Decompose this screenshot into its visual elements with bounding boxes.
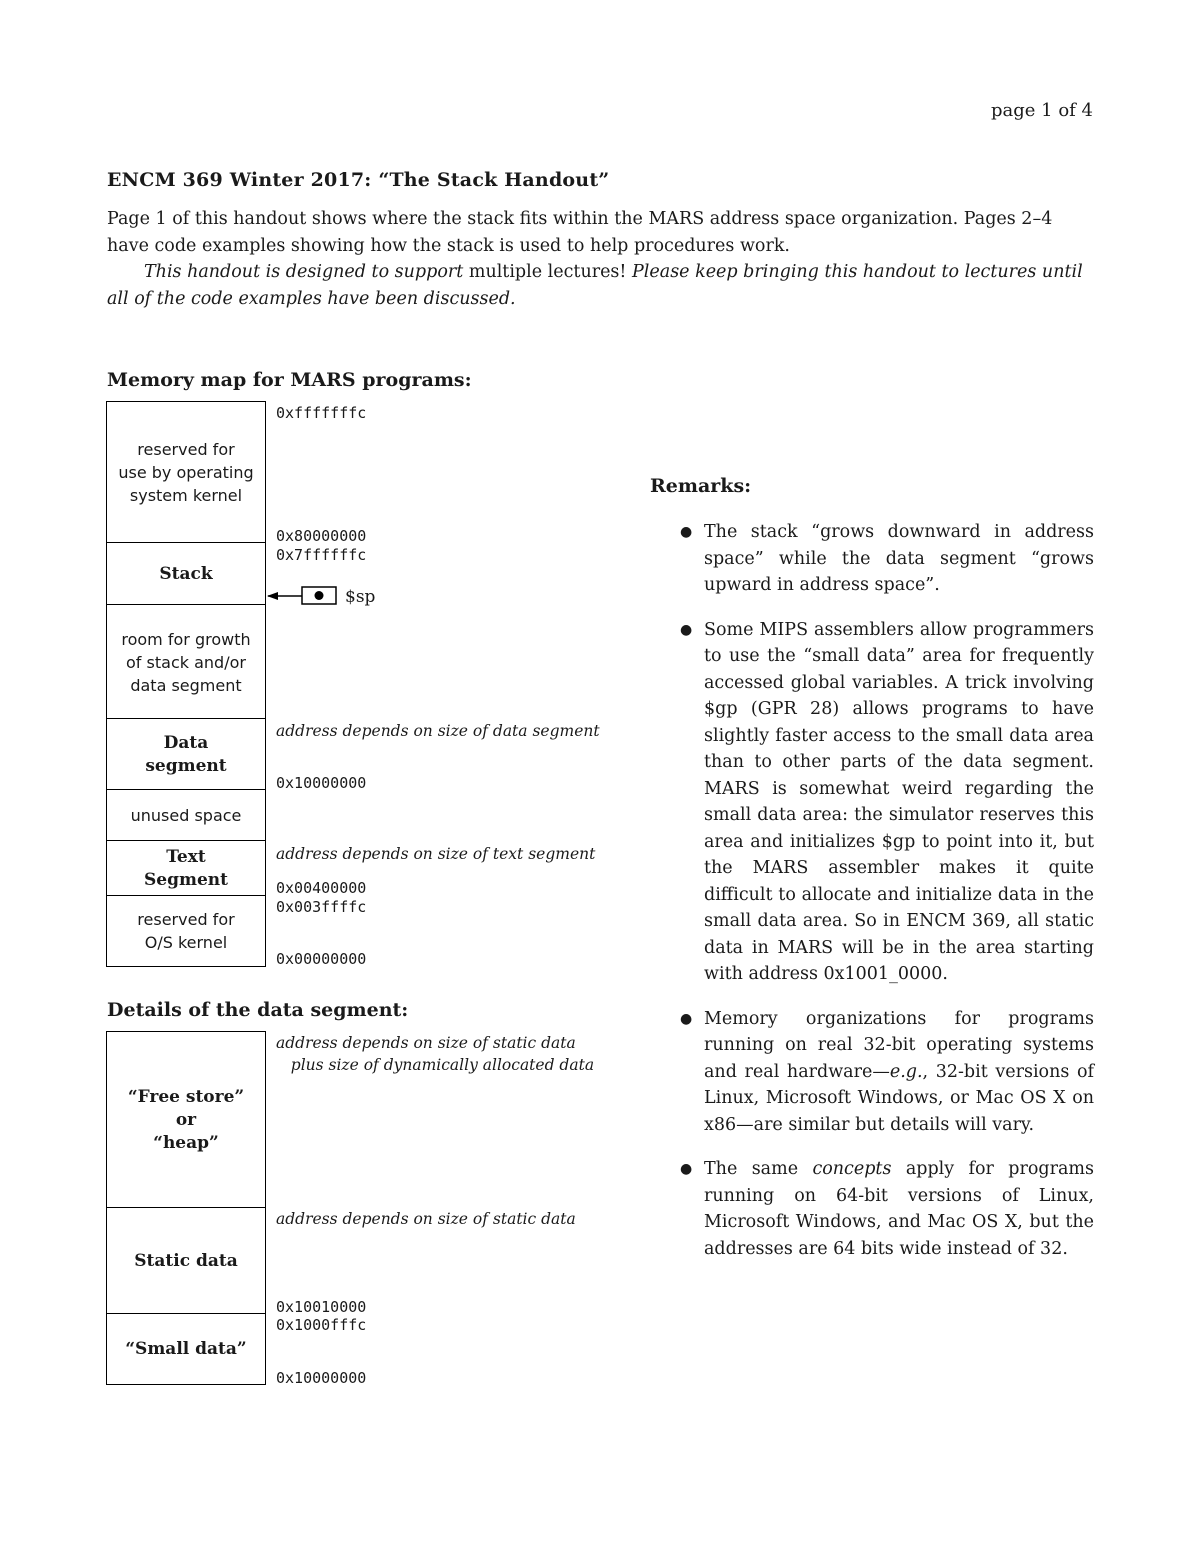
- intro-italic-c: Please keep bringing this handout to lectures until all of the code examples have been discussed.: [107, 262, 1083, 309]
- address-label: 0x00000000: [276, 950, 367, 968]
- bullet-icon: ●: [680, 1010, 693, 1027]
- address-note: address depends on size of static data: [276, 1210, 576, 1228]
- address-label: 0xfffffffc: [276, 404, 367, 422]
- address-note: address depends on size of data segment: [276, 722, 600, 740]
- address-label: 0x10000000: [276, 1369, 367, 1387]
- address-label: 0x10010000: [276, 1298, 367, 1316]
- list-item: ● Memory organizations for programs running on real 32-bit operating systems and real hardware—e.g., 32-bit versions of Linux, Microsoft Windows, or Mac OS X on x86—are similar but details will vary.: [680, 1006, 1094, 1139]
- address-label: 0x10000000: [276, 774, 367, 792]
- data-segment-heading: Details of the data segment:: [107, 999, 409, 1021]
- address-label: 0x7ffffffc: [276, 546, 367, 564]
- memory-map-heading: Memory map for MARS programs:: [107, 369, 472, 391]
- sp-pointer-arrow-icon: [266, 585, 340, 607]
- bullet-icon: ●: [680, 621, 693, 638]
- bullet-icon: ●: [680, 1161, 693, 1177]
- address-label: 0x1000fffc: [276, 1316, 367, 1334]
- list-item: ● The stack “grows downward in address space” while the data segment “grows upward in address space”.: [680, 519, 1094, 599]
- list-item: ● The same concepts apply for programs running on 64-bit versions of Linux, Microsoft Windows, and Mac OS X, but the addresses are 64 bits wide instead of 32.: [680, 1156, 1094, 1262]
- remarks-list: [680, 519, 1094, 1280]
- intro-text: [107, 206, 1097, 312]
- region-heap: “Free store” or “heap”: [106, 1031, 266, 1208]
- page-title: ENCM 369 Winter 2017: “The Stack Handout”: [107, 169, 610, 191]
- address-label: 0x00400000: [276, 879, 367, 897]
- region-unused-space: unused space: [106, 790, 266, 841]
- address-note: address depends on size of static data plus size of dynamically allocated data: [276, 1034, 595, 1074]
- region-growth-room: room for growth of stack and/or data segment: [106, 605, 266, 719]
- intro-paragraph-1: Page 1 of this handout shows where the stack fits within the MARS address space organization. Pages 2–4 have code examples showing how the stack is used to help procedures work.: [107, 209, 1053, 256]
- intro-italic-a: This handout is designed to support: [144, 262, 464, 282]
- sp-register-label: $sp: [345, 587, 376, 607]
- remarks-heading: Remarks:: [650, 475, 752, 497]
- region-data-segment: Data segment: [106, 719, 266, 790]
- list-item: ● Some MIPS assemblers allow programmers to use the “small data” area for frequently accessed global variables. A trick involving $gp (GPR 28) allows programs to have slightly faster access to the small data area than to other parts of the data segment. MARS is somewhat weird regarding the small data area: the simulator reserves this area and initializes $gp to point into it, but the MARS assembler makes it quite difficult to allocate and initialize data in the small data area. So in ENCM 369, all static data in MARS will be in the area starting with address 0x1001_0000.: [680, 617, 1094, 988]
- address-note: address depends on size of text segment: [276, 845, 596, 863]
- intro-paragraph-2: [107, 259, 1097, 312]
- region-stack: Stack: [106, 543, 266, 605]
- region-static-data: Static data: [106, 1208, 266, 1314]
- region-small-data: “Small data”: [106, 1314, 266, 1385]
- region-kernel-reserved: reserved for use by operating system kernel: [106, 401, 266, 543]
- page-number: page 1 of 4: [991, 100, 1093, 121]
- region-text-segment: Text Segment: [106, 841, 266, 896]
- intro-emphasis: multiple lectures!: [468, 262, 627, 282]
- address-label: 0x80000000: [276, 527, 367, 545]
- bullet-icon: ●: [680, 524, 693, 540]
- region-os-reserved: reserved for O/S kernel: [106, 896, 266, 967]
- address-label: 0x003ffffc: [276, 898, 367, 916]
